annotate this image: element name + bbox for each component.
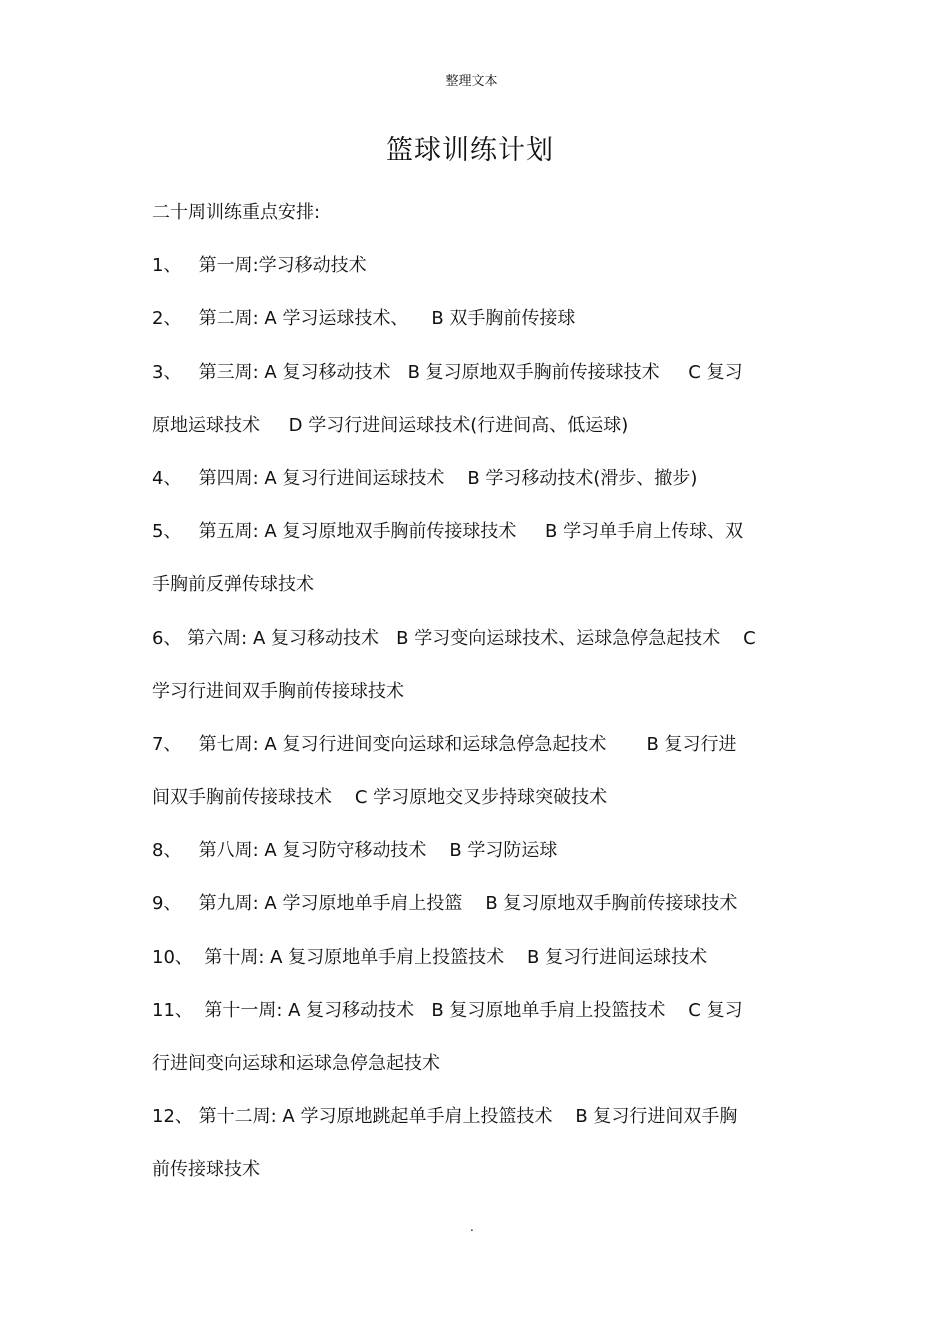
plan-line-week-3-cont: 原地运球技术 D 学习行进间运球技术(行进间高、低运球) bbox=[152, 414, 629, 436]
plan-line-week-5-cont: 手胸前反弹传球技术 bbox=[152, 574, 314, 596]
plan-line-week-2: 2、 第二周: A 学习运球技术、 B 双手胸前传接球 bbox=[152, 308, 576, 330]
plan-line-week-6-cont: 学习行进间双手胸前传接球技术 bbox=[152, 680, 404, 702]
page-title: 篮球训练计划 bbox=[386, 135, 554, 166]
plan-line-week-1: 1、 第一周:学习移动技术 bbox=[152, 255, 367, 277]
plan-intro: 二十周训练重点安排: bbox=[152, 202, 321, 223]
plan-line-week-3: 3、 第三周: A 复习移动技术 B 复习原地双手胸前传接球技术 C 复习 bbox=[152, 361, 743, 383]
plan-line-week-10: 10、 第十周: A 复习原地单手肩上投篮技术 B 复习行进间运球技术 bbox=[152, 946, 708, 968]
plan-line-week-12: 12、 第十二周: A 学习原地跳起单手肩上投篮技术 B 复习行进间双手胸 bbox=[152, 1106, 738, 1128]
training-plan-body bbox=[152, 186, 802, 1197]
plan-line-week-4: 4、 第四周: A 复习行进间运球技术 B 学习移动技术(滑步、撤步) bbox=[152, 467, 698, 489]
plan-line-week-7: 7、 第七周: A 复习行进间变向运球和运球急停急起技术 B 复习行进 bbox=[152, 733, 737, 755]
plan-line-week-6: 6、 第六周: A 复习移动技术 B 学习变向运球技术、运球急停急起技术 C bbox=[152, 627, 756, 649]
plan-line-week-8: 8、 第八周: A 复习防守移动技术 B 学习防运球 bbox=[152, 840, 558, 862]
plan-line-week-12-cont: 前传接球技术 bbox=[152, 1159, 260, 1181]
plan-line-week-9: 9、 第九周: A 学习原地单手肩上投篮 B 复习原地双手胸前传接球技术 bbox=[152, 893, 738, 915]
footer-mark: . bbox=[470, 1220, 474, 1234]
plan-line-week-7-cont: 间双手胸前传接球技术 C 学习原地交叉步持球突破技术 bbox=[152, 787, 608, 809]
plan-line-week-11-cont: 行进间变向运球和运球急停急起技术 bbox=[152, 1053, 440, 1074]
plan-line-week-11: 11、 第十一周: A 复习移动技术 B 复习原地单手肩上投篮技术 C 复习 bbox=[152, 999, 743, 1021]
header-note: 整理文本 bbox=[445, 74, 498, 89]
plan-line-week-5: 5、 第五周: A 复习原地双手胸前传接球技术 B 学习单手肩上传球、双 bbox=[152, 521, 744, 543]
